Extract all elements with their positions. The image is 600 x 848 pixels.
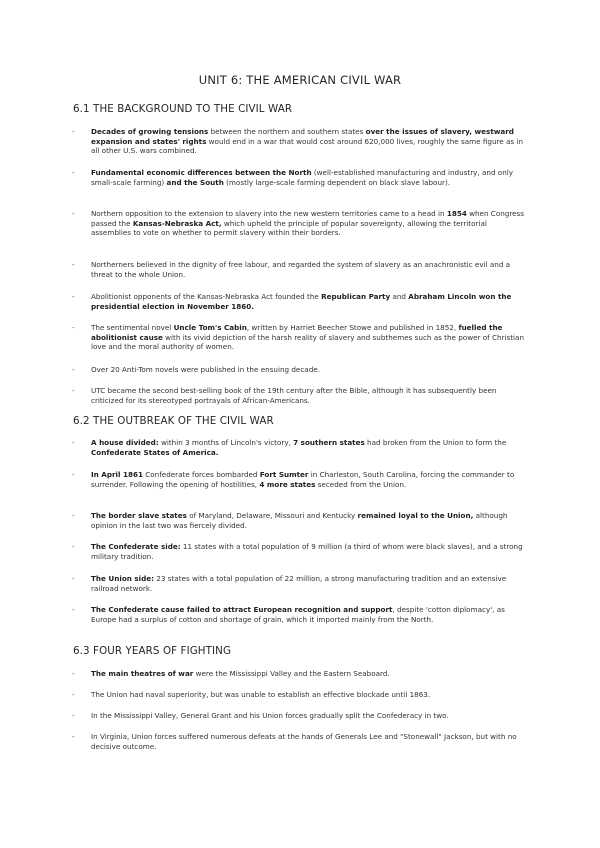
- body-text: Over 20 Anti-Tom novels were published in the ensuing decade.: [91, 365, 320, 374]
- bold-text: 4 more states: [259, 479, 316, 489]
- list-item: [72, 292, 529, 311]
- bullet-dash: -: [72, 574, 75, 583]
- bullet-dash: -: [72, 711, 75, 720]
- body-text: , despite 'cotton diplomacy', as Europe had a surplus of cotton and shortage of grain, which it imported mainly from the North.: [91, 605, 505, 624]
- bullet-dash: -: [72, 209, 75, 218]
- body-text: , written by Harriet Beecher Stowe and published in 1852,: [246, 323, 459, 332]
- body-text: The Union had naval superiority, but was unable to establish an effective blockade until 1863.: [91, 690, 431, 699]
- list-item: [72, 365, 529, 375]
- bullet-dash: -: [72, 260, 75, 269]
- bold-text: fuelled the abolitionist cause: [91, 323, 503, 342]
- bold-text: The Confederate cause failed to attract European recognition and support: [91, 605, 393, 614]
- body-text: In Virginia, Union forces suffered numerous defeats at the hands of Generals Lee and "Stonewall" Jackson, but with no decisive outcome.: [91, 732, 517, 751]
- list-item: [72, 574, 529, 593]
- body-text: would end in a war that would cost around 620,000 lives, roughly the same figure as in all other U.S. wars combined.: [91, 136, 523, 156]
- body-text: in Charleston, South Carolina, forcing the commander to surrender. Following the opening of hostilities,: [91, 470, 515, 489]
- list-item: [72, 542, 529, 561]
- bold-text: over the issues of slavery, westward expansion and states' rights: [91, 127, 514, 146]
- bold-text: Kansas-Nebraska Act,: [132, 218, 222, 228]
- list-item: [72, 605, 529, 624]
- bullet-dash: -: [72, 542, 75, 551]
- bullet-dash: -: [72, 292, 75, 301]
- bullet-dash: -: [72, 438, 75, 447]
- list-item: [72, 168, 529, 187]
- bold-text: Fort Sumter: [259, 470, 309, 479]
- body-text: when Congress passed the: [91, 209, 525, 228]
- list-item: [72, 470, 529, 489]
- body-text: In the Mississippi Valley, General Grant and his Union forces gradually split the Confederacy in two.: [91, 711, 449, 720]
- bold-text: 1854: [446, 209, 467, 218]
- bold-text: Confederate States of America.: [91, 447, 219, 457]
- body-text: were the Mississippi Valley and the Eastern Seaboard.: [193, 669, 390, 678]
- list-item: [72, 690, 529, 700]
- bold-text: and the South: [166, 177, 224, 187]
- bold-text: Fundamental economic differences between the North: [91, 168, 312, 177]
- list-item: [72, 711, 529, 721]
- body-text: 11 states with a total population of 9 million (a third of whom were black slaves), and a strong military tradition.: [91, 542, 523, 561]
- body-text: Abolitionist opponents of the Kansas-Nebraska Act founded the: [91, 292, 322, 301]
- bold-text: Decades of growing tensions: [91, 127, 209, 136]
- body-text: (well-established manufacturing and industry, and only small-scale farming): [91, 168, 514, 187]
- bold-text: The main theatres of war: [91, 669, 194, 678]
- bold-text: Republican Party: [321, 292, 391, 301]
- body-text: seceded from the Union.: [315, 479, 407, 489]
- bold-text: The border slave states: [91, 511, 187, 520]
- bullet-dash: -: [72, 605, 75, 614]
- section-heading-background: 6.1 THE BACKGROUND TO THE CIVIL WAR: [73, 103, 293, 115]
- list-item: [72, 732, 529, 751]
- list-item: [72, 260, 529, 279]
- bullet-dash: -: [72, 511, 75, 520]
- body-text: although opinion in the last two was fiercely divided.: [91, 511, 508, 530]
- list-item: [72, 323, 529, 352]
- bullet-dash: -: [72, 323, 75, 332]
- bullet-dash: -: [72, 732, 75, 741]
- bullet-dash: -: [72, 669, 75, 678]
- bold-text: Uncle Tom's Cabin: [173, 323, 247, 332]
- bold-text: 7 southern states: [293, 438, 365, 447]
- bullet-dash: -: [72, 386, 75, 395]
- bullet-dash: -: [72, 365, 75, 374]
- bullet-dash: -: [72, 470, 75, 479]
- body-text: and: [390, 292, 409, 301]
- list-item: [72, 438, 529, 457]
- bold-text: The Union side:: [91, 574, 155, 583]
- body-text: had broken from the Union to form the: [364, 438, 507, 447]
- document-title: UNIT 6: THE AMERICAN CIVIL WAR: [198, 73, 402, 87]
- body-text: Confederate forces bombarded: [142, 470, 260, 479]
- body-text: of Maryland, Delaware, Missouri and Kentucky: [186, 511, 358, 520]
- section-heading-outbreak: 6.2 THE OUTBREAK OF THE CIVIL WAR: [73, 415, 274, 427]
- bullet-dash: -: [72, 690, 75, 699]
- bold-text: remained loyal to the Union,: [357, 511, 474, 520]
- bold-text: The Confederate side:: [91, 542, 181, 551]
- body-text: (mostly large-scale farming dependent on black slave labour).: [223, 177, 451, 187]
- list-item: [72, 209, 529, 238]
- bullet-dash: -: [72, 127, 75, 136]
- body-text: The sentimental novel: [91, 323, 174, 332]
- list-item: [72, 511, 529, 530]
- body-text: within 3 months of Lincoln's victory,: [158, 438, 294, 447]
- body-text: 23 states with a total population of 22 million, a strong manufacturing tradition and an extensive railroad network.: [91, 574, 507, 593]
- body-text: between the northern and southern states: [208, 127, 366, 136]
- bold-text: In April 1861: [91, 470, 143, 479]
- bullet-dash: -: [72, 168, 75, 177]
- body-text: which upheld the principle of popular sovereignty, allowing the territorial assemblies to vote on whether to permit slavery within their borders.: [91, 218, 487, 238]
- body-text: Northerners believed in the dignity of free labour, and regarded the system of slavery as an anachronistic evil and a threat to the whole Union.: [91, 260, 511, 279]
- bold-text: Abraham Lincoln won the presidential election in November 1860.: [91, 292, 512, 311]
- body-text: with its vivid depiction of the harsh reality of slavery and subthemes such as the power of Christian love and the moral authority of women.: [91, 332, 525, 352]
- body-text: Northern opposition to the extension to slavery into the new western territories came to a head in: [91, 209, 447, 218]
- list-item: [72, 127, 529, 156]
- list-item: [72, 386, 529, 405]
- body-text: UTC became the second best-selling book of the 19th century after the Bible, although it has subsequently been criticized for its stereotyped portrayals of African-Americans.: [91, 386, 497, 405]
- section-heading-fighting: 6.3 FOUR YEARS OF FIGHTING: [73, 645, 232, 657]
- bold-text: A house divided:: [91, 438, 159, 447]
- list-item: [72, 669, 529, 679]
